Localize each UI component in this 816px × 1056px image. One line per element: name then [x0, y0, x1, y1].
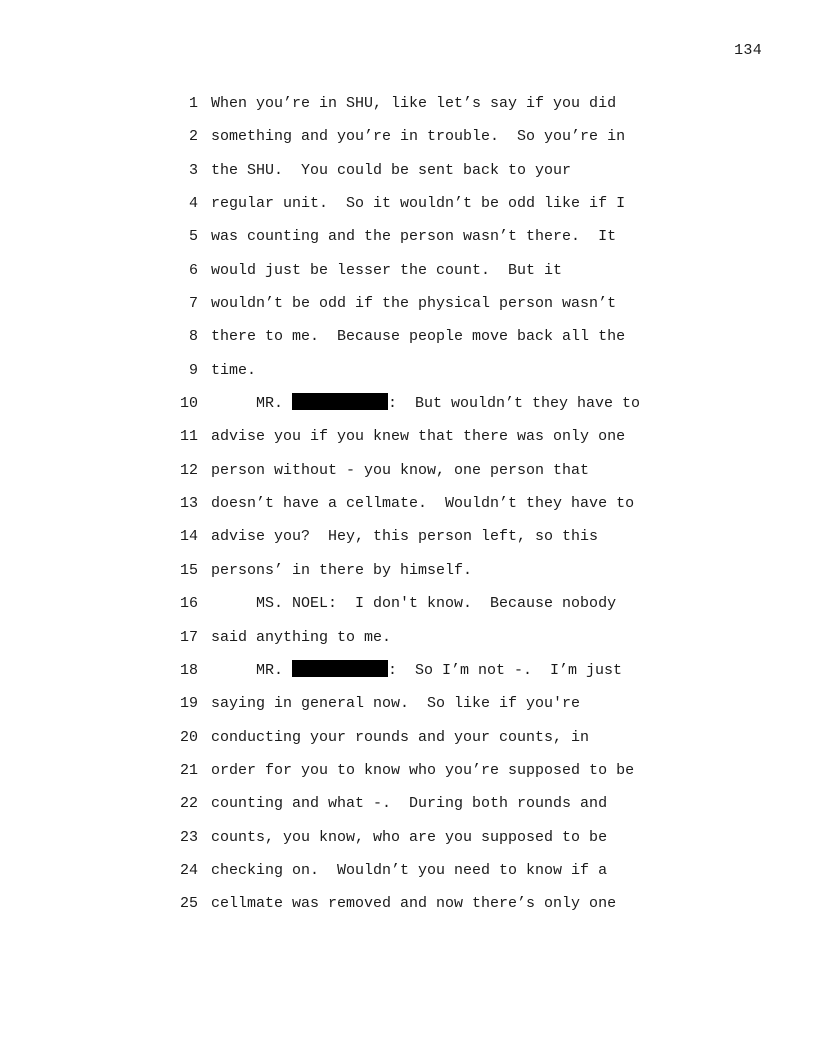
line-number: 6	[188, 261, 198, 279]
line-text: said anything to me.	[211, 628, 392, 646]
line-number: 14	[179, 528, 198, 546]
line-text: conducting your rounds and your counts, in	[211, 728, 590, 746]
line-number: 16	[179, 595, 198, 613]
line-text: was counting and the person wasn’t there. It	[211, 228, 617, 246]
line-text: checking on. Wouldn’t you need to know if a	[211, 861, 608, 879]
transcript-line	[170, 887, 690, 920]
line-number: 20	[179, 728, 198, 746]
transcript-line	[170, 320, 690, 353]
line-number: 5	[188, 228, 198, 246]
transcript-line	[170, 787, 690, 820]
line-number: 8	[188, 328, 198, 346]
line-text: order for you to know who you’re supposed to be	[211, 761, 635, 779]
line-text: advise you if you knew that there was only one	[211, 428, 626, 446]
line-text: counts, you know, who are you supposed to be	[211, 828, 608, 846]
line-text: person without - you know, one person that	[211, 461, 590, 479]
speaker-remark: : So I’m not -. I’m just	[388, 661, 623, 679]
transcript-line	[170, 687, 690, 720]
line-number: 9	[188, 361, 198, 379]
line-number: 4	[188, 195, 198, 213]
transcript-line	[170, 520, 690, 553]
line-text: wouldn’t be odd if the physical person wasn’t	[211, 295, 617, 313]
line-number: 11	[179, 428, 198, 446]
line-text: time.	[211, 361, 257, 379]
line-text	[211, 654, 622, 687]
page-number: 134	[734, 42, 762, 59]
line-text: saying in general now. So like if you're	[211, 695, 581, 713]
transcript-body	[170, 87, 690, 921]
line-text: something and you’re in trouble. So you’re in	[211, 128, 626, 146]
line-text: doesn’t have a cellmate. Wouldn’t they have to	[211, 495, 635, 513]
line-text: MS. NOEL: I don't know. Because nobody	[211, 595, 617, 613]
line-number: 24	[179, 861, 198, 879]
speaker-remark: : But wouldn’t they have to	[388, 395, 641, 413]
transcript-line	[170, 554, 690, 587]
transcript-line	[170, 220, 690, 253]
transcript-line	[170, 287, 690, 320]
line-number: 12	[179, 461, 198, 479]
speaker-prefix: MR.	[211, 661, 293, 679]
transcript-line	[170, 821, 690, 854]
line-text: advise you? Hey, this person left, so this	[211, 528, 599, 546]
line-number: 3	[188, 161, 198, 179]
transcript-line	[170, 754, 690, 787]
transcript-line	[170, 854, 690, 887]
line-number: 15	[179, 561, 198, 579]
line-text: counting and what -. During both rounds and	[211, 795, 608, 813]
line-number: 1	[188, 95, 198, 112]
transcript-line	[170, 387, 690, 420]
transcript-line	[170, 187, 690, 220]
line-text: regular unit. So it wouldn’t be odd like if I	[211, 195, 626, 213]
transcript-line	[170, 87, 690, 120]
transcript-line	[170, 420, 690, 453]
speaker-prefix: MR.	[211, 395, 293, 413]
line-text: cellmate was removed and now there’s only one	[211, 895, 617, 913]
transcript-line	[170, 587, 690, 620]
line-number: 19	[179, 695, 198, 713]
redaction-bar	[292, 660, 388, 677]
line-number: 23	[179, 828, 198, 846]
line-text: When you’re in SHU, like let’s say if you did	[211, 95, 617, 112]
transcript-line	[170, 154, 690, 187]
transcript-line	[170, 454, 690, 487]
line-text	[211, 387, 640, 420]
line-number: 18	[179, 661, 198, 679]
transcript-line	[170, 654, 690, 687]
line-number: 17	[179, 628, 198, 646]
transcript-line	[170, 120, 690, 153]
line-number: 7	[188, 295, 198, 313]
transcript-line	[170, 354, 690, 387]
line-number: 10	[179, 395, 198, 413]
line-number: 25	[179, 895, 198, 913]
redaction-bar	[292, 393, 388, 410]
line-text: the SHU. You could be sent back to your	[211, 161, 572, 179]
transcript-line	[170, 254, 690, 287]
line-number: 13	[179, 495, 198, 513]
transcript-line	[170, 721, 690, 754]
line-number: 22	[179, 795, 198, 813]
transcript-line	[170, 487, 690, 520]
line-text: there to me. Because people move back all the	[211, 328, 626, 346]
line-text: would just be lesser the count. But it	[211, 261, 563, 279]
transcript-line	[170, 621, 690, 654]
line-text: persons’ in there by himself.	[211, 561, 473, 579]
line-number: 21	[179, 761, 198, 779]
line-number: 2	[188, 128, 198, 146]
